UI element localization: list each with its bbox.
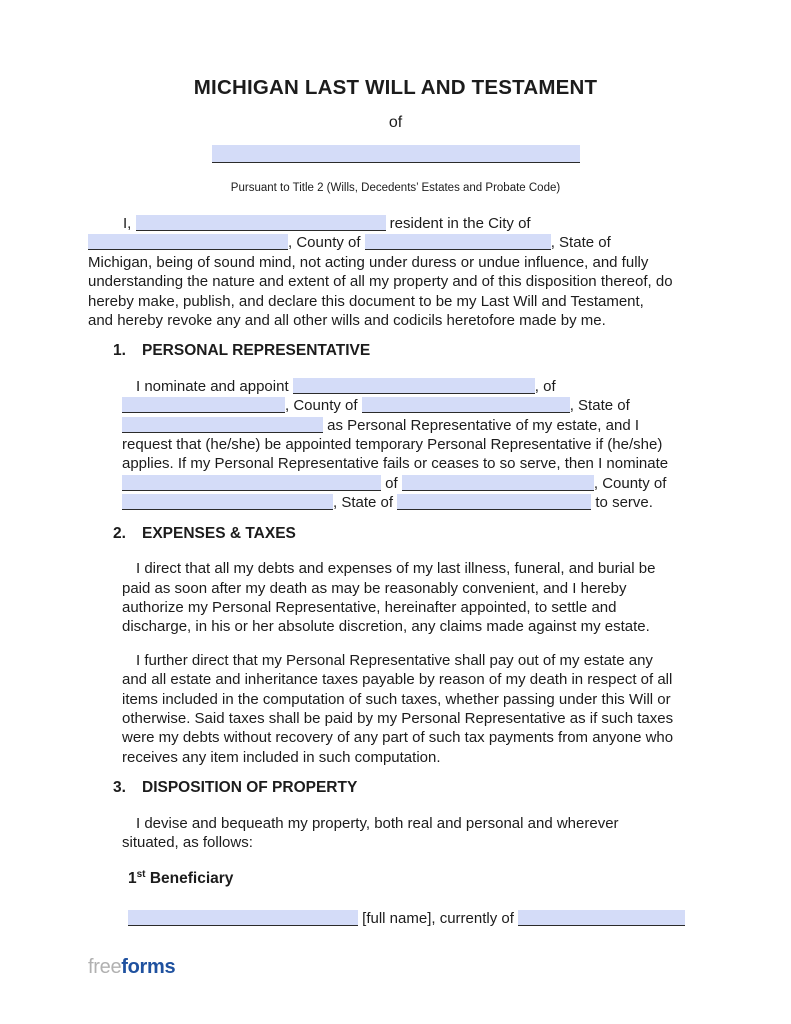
s2-p2-line-1: I further direct that my Personal Representative shall pay out of my estate any — [136, 651, 653, 669]
intro-line-4: understanding the nature and extent of all my property and of this disposition thereof, do — [88, 273, 673, 291]
section-1-number: 1. — [113, 342, 126, 360]
intro-l1-pre: I, — [123, 215, 136, 232]
testator-full-name-field[interactable] — [212, 145, 580, 163]
s2-p2-line-3: items included in the computation of such taxes, whether passing under this Will or — [122, 690, 671, 708]
alt-pr-state-field[interactable] — [397, 494, 591, 510]
first-beneficiary-heading — [128, 869, 703, 888]
title-blank-row — [88, 145, 703, 163]
pr-city-field[interactable] — [122, 397, 285, 413]
pr-state-field[interactable] — [122, 417, 323, 433]
testator-name-field[interactable] — [136, 215, 386, 231]
pr-county-field[interactable] — [362, 397, 570, 413]
beneficiary-mid-text: [full name], currently of — [358, 909, 519, 927]
of-label: of — [388, 114, 403, 131]
s1-l1-pre: I nominate and appoint — [136, 377, 293, 395]
s2-p2-line-4: otherwise. Said taxes shall be paid by my Personal Representative as if such taxes — [122, 709, 674, 727]
beneficiary-number: 1 — [128, 870, 137, 888]
section-disposition-of-property — [88, 778, 703, 928]
section-1-paragraph — [122, 377, 703, 513]
s1-l7-b: to serve. — [591, 494, 653, 512]
intro-l1-post: resident in the City of — [385, 215, 531, 232]
s1-line-4: request that (he/she) be appointed temporary Personal Representative if (he/she) — [122, 436, 663, 454]
s2-p2-line-2: and all estate and inheritance taxes payable by reason of my death in respect of all — [122, 671, 673, 689]
intro-line-2 — [88, 233, 703, 252]
section-personal-representative — [88, 341, 703, 512]
intro-line-1 — [88, 214, 703, 233]
s3-p1-line-2: situated, as follows: — [122, 833, 253, 851]
s1-l2-b: , State of — [569, 397, 630, 415]
beneficiary-name-field[interactable] — [128, 910, 358, 926]
s3-p1-line-1: I devise and bequeath my property, both real and personal and wherever — [136, 814, 619, 832]
beneficiary-heading-label: Beneficiary — [145, 870, 234, 888]
section-2-number: 2. — [113, 524, 126, 542]
pursuant-note: Pursuant to Title 2 (Wills, Decedents’ Estates and Probate Code) — [230, 182, 561, 194]
intro-l2-a: , County of — [288, 234, 365, 252]
s1-l3-b: as Personal Representative of my estate, and I — [323, 416, 640, 434]
section-3-heading-label: DISPOSITION OF PROPERTY — [142, 779, 358, 797]
alt-pr-city-field[interactable] — [402, 475, 594, 491]
intro-l2-b: , State of — [550, 234, 611, 252]
s1-line-5: applies. If my Personal Representative fails or ceases to so serve, then I nominate — [122, 455, 669, 473]
s1-line-1 — [122, 377, 703, 396]
intro-line-3: Michigan, being of sound mind, not acting under duress or undue influence, and fully — [88, 253, 649, 271]
section-1-heading — [113, 341, 703, 360]
county-field[interactable] — [365, 234, 551, 250]
s1-l6-b: , County of — [593, 474, 667, 492]
section-2-heading — [113, 524, 703, 543]
pr-name-field[interactable] — [293, 378, 535, 394]
s1-line-7 — [122, 493, 703, 512]
beneficiary-ordinal: st — [136, 869, 146, 881]
s1-l2-a: , County of — [285, 397, 362, 415]
section-2-paragraph-1 — [122, 559, 703, 637]
s2-p1-line-1: I direct that all my debts and expenses of my last illness, funeral, and burial be — [136, 560, 656, 578]
intro-line-5: hereby make, publish, and declare this document to be my Last Will and Testament, — [88, 292, 644, 310]
beneficiary-residence-field[interactable] — [518, 910, 685, 926]
alt-pr-name-field[interactable] — [122, 475, 381, 491]
s1-line-3 — [122, 416, 703, 435]
brand-forms-text: forms — [121, 956, 176, 978]
s2-p2-line-6: receives any item included in such computation. — [122, 748, 441, 766]
s1-l6-a: of — [381, 474, 402, 492]
s2-p2-line-5: were my debts without recovery of any part of such tax payments from anyone who — [122, 729, 674, 747]
beneficiary-line — [128, 909, 703, 928]
s1-line-2 — [122, 396, 703, 415]
alt-pr-county-field[interactable] — [122, 494, 333, 510]
city-field[interactable] — [88, 234, 288, 250]
s1-line-6 — [122, 474, 703, 493]
s1-l7-a: , State of — [333, 494, 398, 512]
freeforms-logo — [88, 956, 175, 979]
section-2-heading-label: EXPENSES & TAXES — [142, 524, 296, 542]
section-3-paragraph — [122, 814, 703, 853]
section-3-heading — [113, 778, 703, 797]
brand-free-text: free — [88, 956, 122, 978]
s2-p1-line-3: authorize my Personal Representative, hereinafter appointed, to settle and — [122, 598, 617, 616]
s1-l1-post: , of — [534, 377, 556, 395]
section-1-heading-label: PERSONAL REPRESENTATIVE — [142, 342, 371, 360]
section-3-number: 3. — [113, 779, 126, 797]
document-title: MICHIGAN LAST WILL AND TESTAMENT — [193, 76, 598, 99]
s2-p1-line-2: paid as soon after my death as may be reasonably convenient, and I hereby — [122, 579, 627, 597]
section-2-paragraph-2 — [122, 651, 703, 767]
section-expenses-taxes — [88, 524, 703, 767]
s2-p1-line-4: discharge, in his or her absolute discretion, any claims made against my estate. — [122, 618, 650, 636]
intro-paragraph — [88, 214, 703, 330]
intro-line-6: and hereby revoke any and all other wills and codicils heretofore made by me. — [88, 312, 606, 330]
